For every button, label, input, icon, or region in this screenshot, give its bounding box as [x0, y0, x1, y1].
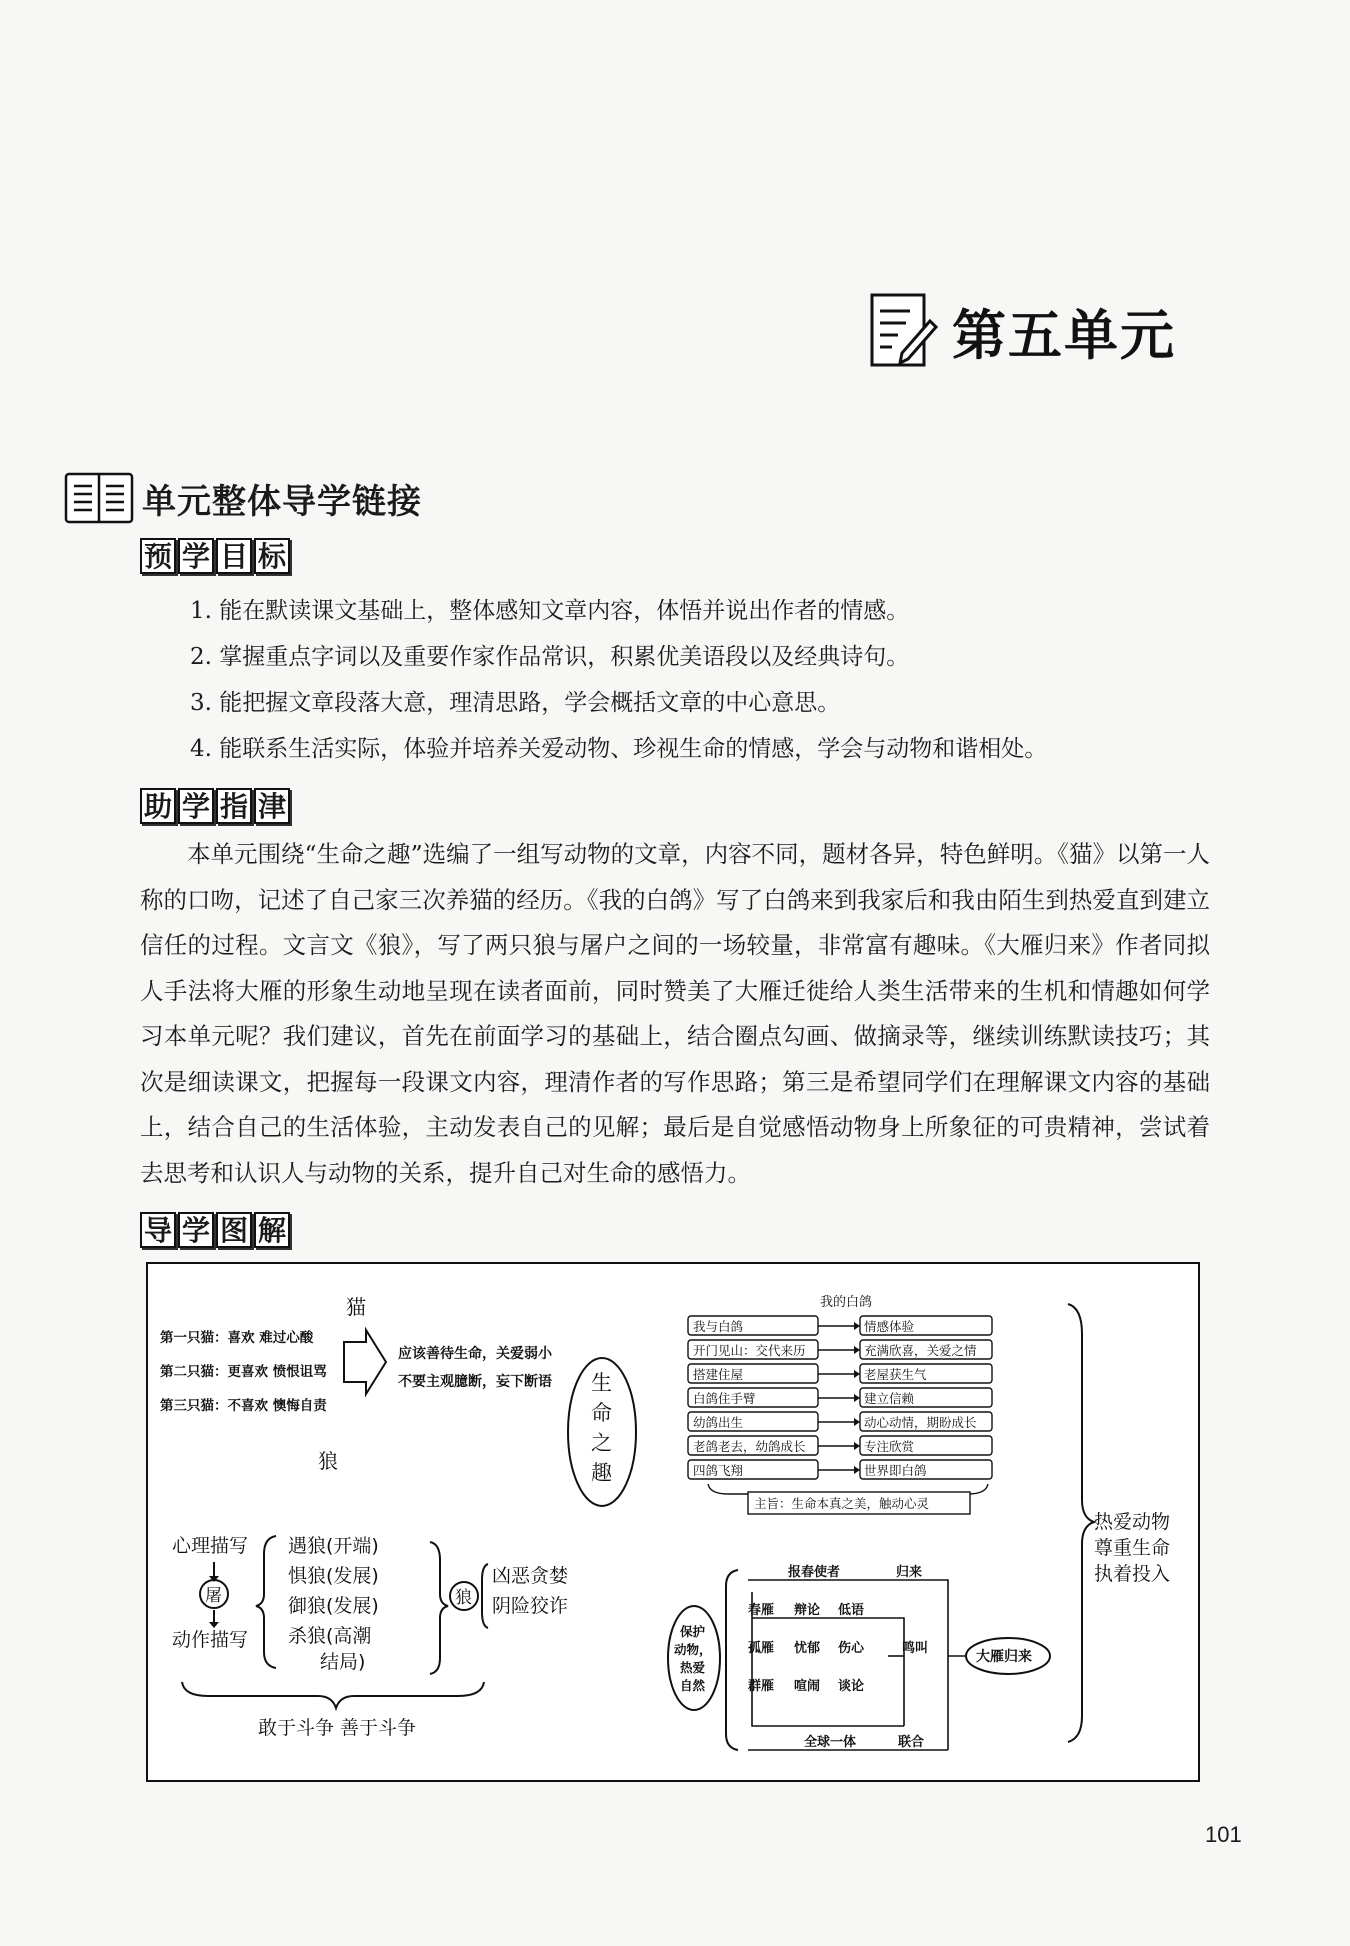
dove-left-label: 四鸽飞翔 [693, 1463, 744, 1478]
butcher-char: 屠 [205, 1586, 222, 1606]
dove-arrow-head [854, 1442, 860, 1450]
section-header [64, 470, 422, 526]
mind-map [146, 1262, 1200, 1782]
goals-heading: 预 学 目 标 [140, 538, 292, 574]
dove-right-label: 充满欣喜，关爱之情 [864, 1343, 977, 1358]
wolf-trait: 阴险狡诈 [492, 1595, 569, 1617]
geese-row: 归来 [896, 1565, 923, 1580]
guide-heading: 助 学 指 津 [140, 788, 292, 824]
wolf-stage: 遇狼(开端) [288, 1535, 379, 1557]
dove-arrow-head [854, 1370, 860, 1378]
geese-circle-line: 自然 [680, 1678, 706, 1693]
geese-row: 鸣叫 [902, 1641, 929, 1656]
goal-item: 2. 掌握重点字词以及重要作家作品常识，积累优美语段以及经典诗句。 [190, 644, 910, 670]
goal-item: 3. 能把握文章段落大意，理清思路，学会概括文章的中心意思。 [190, 690, 841, 716]
dove-right-label: 世界即白鸽 [864, 1463, 927, 1478]
wolf-stage-tail: 结局) [320, 1651, 366, 1673]
dove-arrow-head [854, 1346, 860, 1354]
geese-row: 群雁 [748, 1679, 775, 1694]
dove-arrow-head [854, 1394, 860, 1402]
dove-right-label: 情感体验 [864, 1319, 915, 1334]
dove-theme: 主旨：生命本真之美，触动心灵 [754, 1496, 930, 1511]
geese-row: 孤雁 [748, 1641, 775, 1656]
dove-right-label: 专注欣赏 [864, 1439, 915, 1454]
conclusion-line: 热爱动物 [1094, 1511, 1171, 1533]
center-char: 生 [591, 1371, 612, 1395]
wolf-left-bottom: 动作描写 [172, 1629, 249, 1651]
dove-title: 我的白鸽 [820, 1295, 873, 1310]
guide-paragraph: 本单元围绕“生命之趣”选编了一组写动物的文章，内容不同，题材各异，特色鲜明。《猫》以第一人称的口吻，记述了自己家三次养猫的经历。《我的白鸽》写了白鸽来到我家后和我由陌生到热爱直到建立信任的过程。文言文《狼》，写了两只狼与屠户之间的一场较量，非常富有趣味。《大雁归来》作者同拟人手法将大雁的形象生动地呈现在读者面前，同时赞美了大雁迁徙给人类生活带来的生机和情趣如何学习本单元呢？我们建议，首先在前面学习的基础上，结合圈点勾画、做摘录等，继续训练默读技巧；其次是细读课文，把握每一段课文内容，理清作者的写作思路；第三是希望同学们在理解课文内容的基础上，结合自己的生活体验，主动发表自己的见解；最后是自觉感悟动物身上所象征的可贵精神，尝试着去思考和认识人与动物的关系，提升自己对生命的感悟力。 [140, 840, 1210, 1187]
geese-bracket [726, 1570, 738, 1750]
wolf-left-top: 心理描写 [172, 1535, 249, 1557]
dove-right-label: 老屋获生气 [864, 1367, 927, 1382]
unit-title: 第五单元 [952, 303, 1176, 367]
mind-map-svg [148, 1264, 1198, 1780]
wolf-char: 狼 [455, 1588, 472, 1608]
goal-item: 1. 能在默读课文基础上，整体感知文章内容，体悟并说出作者的情感。 [190, 598, 910, 624]
geese-title: 大雁归来 [976, 1649, 1032, 1665]
page-number: 101 [1205, 1822, 1242, 1847]
notebook-pencil-icon [868, 291, 938, 371]
cat-row: 第一只猫：喜欢 难过心酸 [160, 1330, 314, 1346]
dove-left-label: 白鸽住手臂 [693, 1391, 756, 1406]
geese-row: 春雁 [748, 1603, 775, 1618]
dove-left-label: 搭建住屋 [693, 1367, 744, 1382]
dove-right-label: 动心动情，期盼成长 [864, 1415, 977, 1430]
wolf-title: 狼 [318, 1449, 338, 1473]
wolf-trait: 凶恶贪婪 [492, 1565, 569, 1587]
dove-left-label: 老鸽老去，幼鸽成长 [693, 1439, 806, 1454]
cat-row: 第三只猫：不喜欢 懊悔自责 [160, 1398, 327, 1414]
geese-row: 忧郁 [794, 1641, 821, 1656]
geese-row: 联合 [898, 1735, 925, 1750]
brace [430, 1542, 448, 1674]
center-char: 之 [591, 1431, 612, 1455]
section-title: 单元整体导学链接 [142, 481, 422, 522]
dove-rows [688, 1316, 992, 1514]
geese-row: 报春使者 [788, 1565, 841, 1580]
geese-circle-line: 保护 [680, 1624, 706, 1639]
bottom-brace [182, 1682, 484, 1708]
open-book-icon [64, 470, 134, 526]
cat-title: 猫 [346, 1295, 366, 1319]
wolf-stage: 惧狼(发展) [288, 1565, 379, 1587]
cat-lesson: 不要主观臆断，妄下断语 [398, 1374, 552, 1390]
dove-left-label: 我与白鸽 [693, 1319, 744, 1334]
conclusion-line: 尊重生命 [1094, 1537, 1171, 1559]
geese-circle [668, 1606, 720, 1710]
geese-circle-line: 动物， [674, 1642, 712, 1657]
dove-left-label: 开门见山：交代来历 [693, 1343, 806, 1358]
geese-circle-line: 热爱 [680, 1660, 706, 1675]
dove-right-label: 建立信赖 [864, 1391, 915, 1406]
right-brace [1068, 1304, 1094, 1742]
center-char: 趣 [591, 1461, 612, 1485]
geese-row: 辩论 [794, 1603, 821, 1618]
brace [482, 1564, 488, 1628]
cat-lesson: 应该善待生命，关爱弱小 [398, 1346, 552, 1362]
wolf-stage: 杀狼(高潮 [288, 1625, 372, 1647]
dove-left-label: 幼鸽出生 [693, 1415, 744, 1430]
cat-row: 第二只猫：更喜欢 愤恨诅骂 [160, 1364, 327, 1380]
cat-arrow [344, 1330, 386, 1394]
geese-row: 谈论 [838, 1679, 865, 1694]
dove-arrow-head [854, 1322, 860, 1330]
wolf-summary: 敢于斗争 善于斗争 [258, 1717, 417, 1739]
geese-row: 全球一体 [804, 1735, 857, 1750]
center-char: 命 [591, 1401, 612, 1425]
geese-row: 喧闹 [794, 1679, 821, 1694]
goal-item: 4. 能联系生活实际，体验并培养关爱动物、珍视生命的情感，学会与动物和谐相处。 [190, 736, 1048, 762]
brace [256, 1536, 276, 1668]
wolf-stage: 御狼(发展) [288, 1595, 379, 1617]
arrow-head [209, 1622, 219, 1628]
diagram-heading: 导 学 图 解 [140, 1212, 292, 1248]
dove-arrow-head [854, 1418, 860, 1426]
dove-arrow-head [854, 1466, 860, 1474]
geese-row: 低语 [838, 1603, 865, 1618]
unit-header [868, 290, 1176, 372]
conclusion-line: 执着投入 [1094, 1563, 1171, 1585]
geese-row: 伤心 [838, 1641, 865, 1656]
